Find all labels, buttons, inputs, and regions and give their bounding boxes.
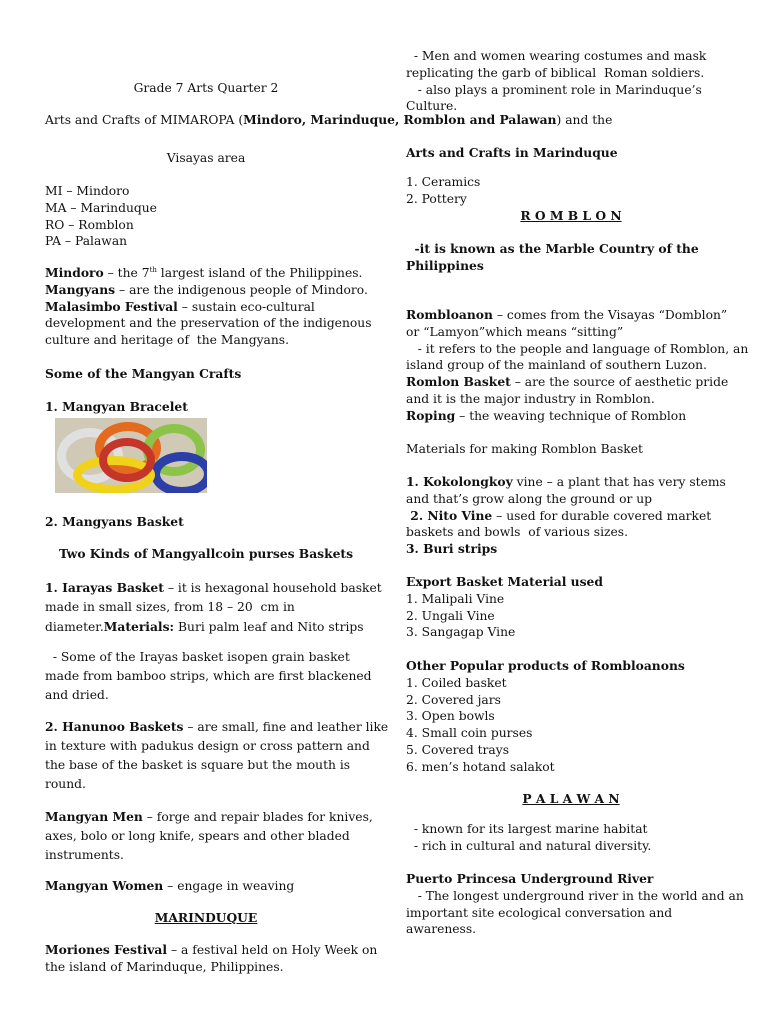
basket-heading: 2. Mangyans Basket	[45, 514, 184, 529]
abbr-list	[45, 183, 367, 250]
irayas-note: - Some of the Irayas basket isopen grain basket made from bamboo strips, which are first blackened and dried.	[45, 650, 372, 702]
bracelet-ring	[99, 438, 155, 482]
two-kinds-heading: Two Kinds of Mangyallcoin purses Baskets	[58, 546, 354, 561]
abbr-item: PA – Palawan	[45, 234, 128, 249]
costume-section: - Men and women wearing costumes and mask replicating the garb of biblical Roman soldiers. - also plays a prominent role in Marinduque’s Culture.	[406, 49, 707, 114]
hanunoo-section: 2. Hanunoo Baskets – are small, fine and leather like in texture with padukus design or cross pattern and the base of the basket is square but the mouth is round.	[45, 719, 389, 791]
document-title: Grade 7 Arts Quarter 2	[133, 81, 279, 95]
marble-section: -it is known as the Marble Country of the Philippines	[406, 241, 699, 273]
document-subtitle: Arts and Crafts of MIMAROPA (Mindoro, Marinduque, Romblon and Palawan) and the	[45, 112, 613, 127]
export-section: Export Basket Material used 1. Malipali Vine 2. Ungali Vine 3. Sangagap Vine	[406, 574, 736, 641]
abbr-item: RO – Romblon	[45, 217, 134, 232]
puerto-section: Puerto Princesa Underground River - The longest underground river in the world and an important site ecological conversation and awareness.	[406, 871, 744, 937]
marinduque-crafts-heading: Arts and Crafts in Marinduque	[406, 145, 618, 160]
list-item: 3. Open bowls	[406, 709, 495, 724]
list-item: 2. Covered jars	[406, 692, 501, 707]
list-item: 1. Ceramics	[406, 175, 481, 189]
crafts-heading: Some of the Mangyan Crafts	[45, 366, 242, 381]
marinduque-heading: MARINDUQUE	[154, 910, 258, 925]
mindoro-section: Mindoro – the 7th largest island of the Philippines. Mangyans – are the indigenous people of Mindoro. Malasimbo Festival – sustain eco-cultural development and the preservation of the indigenous culture and heritage of the Mangyans.	[45, 265, 372, 348]
bracelet-ring	[151, 452, 207, 493]
bracelet-heading: 1. Mangyan Bracelet	[45, 399, 188, 414]
rombloanon-section: Rombloanon – comes from the Visayas “Domblon” or “Lamyon”which means “sitting” - it refers to the people and language of Romblon, an island group of the mainland of southern Luzon. Romlon Basket – are the source of aesthetic pride and it is the major industry in Romblon. Roping – the weaving technique of Romblon	[406, 307, 749, 423]
palawan-heading: P A L A W A N	[522, 791, 620, 806]
moriones-section: Moriones Festival – a festival held on Holy Week on the island of Marinduque, Philippines.	[45, 942, 378, 974]
palawan-section: - known for its largest marine habitat - rich in cultural and natural diversity.	[406, 822, 652, 853]
document-subtitle-line3: Visayas area	[166, 151, 246, 165]
list-item: 1. Coiled basket	[406, 675, 507, 690]
mangyan-women: Mangyan Women – engage in weaving	[45, 878, 295, 893]
iraryas-section: 1. Iarayas Basket – it is hexagonal household basket made in small sizes, from 18 – 20 cm in diameter.Materials: Buri palm leaf and Nito strips	[45, 580, 382, 634]
materials-heading: Materials for making Romblon Basket	[406, 442, 643, 456]
list-item: 3. Sangagap Vine	[406, 625, 516, 640]
romblon-heading: R O M B L O N	[520, 208, 622, 223]
abbr-item: MA – Marinduque	[45, 200, 157, 215]
marinduque-crafts-list	[406, 174, 736, 208]
products-section: Other Popular products of Rombloanons 1. Coiled basket 2. Covered jars 3. Open bowls 4. Small coin purses 5. Covered trays 6. men’s hotand salakot	[406, 658, 736, 776]
mangyan-men: Mangyan Men – forge and repair blades for knives, axes, bolo or long knife, spears and other bladed instruments.	[45, 809, 373, 862]
list-item: 1. Malipali Vine	[406, 591, 505, 606]
abbr-item: MI – Mindoro	[45, 184, 130, 198]
list-item: 4. Small coin purses	[406, 726, 533, 741]
materials-list: 1. Kokolongkoy vine – a plant that has very stems and that’s grow along the ground or up 2. Nito Vine – used for durable covered market baskets and bowls of various sizes. 3. Buri strips	[406, 474, 726, 557]
list-item: 5. Covered trays	[406, 742, 510, 757]
list-item: 2. Pottery	[406, 191, 467, 206]
mangyan-bracelet-photo	[55, 418, 207, 493]
list-item: 2. Ungali Vine	[406, 608, 495, 623]
list-item: 6. men’s hotand salakot	[406, 759, 555, 774]
